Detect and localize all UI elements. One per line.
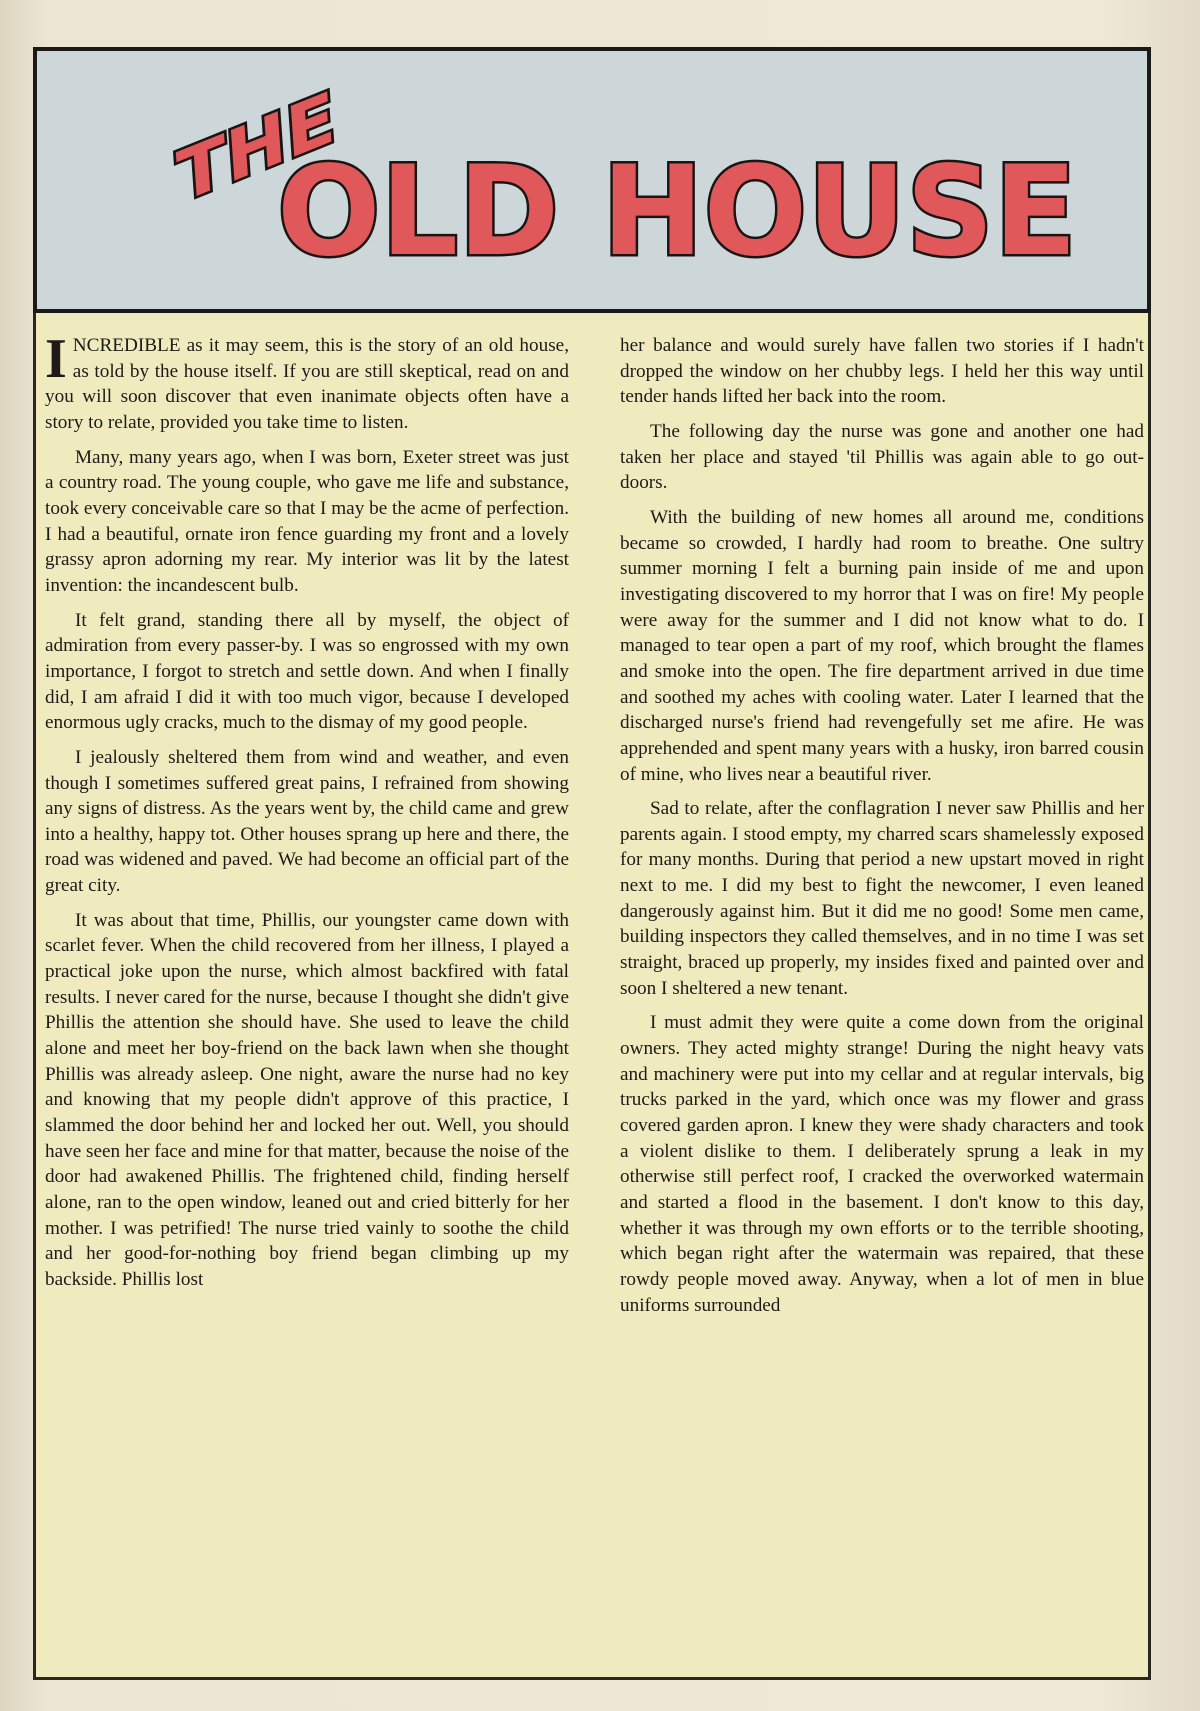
story-paragraph-9: I must admit they were quite a come down from the original owners. They acted mighty strange! During the night heavy vats and machinery were put into my cellar and at regular intervals, big trucks parked in the yard, which once was my flower and grass covered garden apron. I knew they were shady characters and took a violent dislike to them. I deliberately sprung a leak in my otherwise still perfect roof, I cracked the overworked watermain and started a flood in the basement. I don't know to this day, whether it was through my own efforts or to the terrible shooting, which began right after the watermain was repaired, that these rowdy people moved away. Anyway, when a lot of men in blue uniforms surrounded bbox=[620, 1012, 1144, 1316]
story-paragraph-1: INCREDIBLE as it may seem, this is the story of an old house, as told by the house itself. If you are still skeptical, read on and you will soon discover that even inanimate objects often have a story to relate, provided you take time to listen. bbox=[45, 328, 569, 433]
story-paragraph-6: The following day the nurse was gone and another one had taken her place and stayed 'til Phillis was again able to go out-doors. bbox=[620, 420, 1144, 494]
story-paragraph-7: With the building of new homes all around me, conditions became so crowded, I hardly had room to breathe. One sultry summer morning I felt a burning pain inside of me and upon investigating discovered to my horror that I was on fire! My people were away for the summer and I did not know what to do. I managed to tear open a part of my roof, which brought the flames and smoke into the open. The fire department arrived in due time and soothed my aches with cooling water. Later I learned that the discharged nurse's friend had revengefully set me afire. He was apprehended and spent many years with a husky, iron barred cousin of mine, who lives near a beautiful river. bbox=[620, 506, 1144, 785]
story-paragraph-8: Sad to relate, after the conflagration I never saw Phillis and her parents again. I stood empty, my charred scars shamelessly exposed for many months. During that period a new upstart moved in right next to me. I did my best to fight the newcomer, I even leaned dangerously against him. But it did me no good! Some men came, building inspectors they called themselves, and in no time I was set straight, braced up properly, my insides fixed and painted over and soon I sheltered a new tenant. bbox=[620, 798, 1144, 999]
story-column-left bbox=[45, 328, 569, 1302]
story-column-right bbox=[620, 333, 1144, 1327]
title-art bbox=[37, 51, 1147, 313]
title-main: OLD HOUSE bbox=[277, 140, 1077, 284]
story-paragraph-2: Many, many years ago, when I was born, Exeter street was just a country road. The young couple, who gave me life and substance, took every conceivable care so that I may be the acme of perfection. I had a beautiful, ornate iron fence guarding my front and a lovely grassy apron adorning my rear. My interior was lit by the latest invention: the incandescent bulb. bbox=[45, 446, 569, 596]
story-text-box bbox=[33, 313, 1151, 1680]
drop-cap: I bbox=[45, 328, 67, 390]
title-panel bbox=[33, 47, 1151, 313]
story-paragraph-4: I jealously sheltered them from wind and weather, and even though I sometimes suffered great pains, I refrained from showing any signs of distress. As the years went by, the child came and grew into a healthy, happy tot. Other houses sprang up here and there, the road was widened and paved. We had become an official part of the great city. bbox=[45, 746, 569, 897]
story-paragraph-3: It felt grand, standing there all by myself, the object of admiration from every passer-by. I was so engrossed with my own importance, I forgot to stretch and settle down. And when I finally did, I am afraid I did it with too much vigor, because I developed enormous ugly cracks, much to the dismay of my good people. bbox=[45, 609, 569, 734]
story-paragraph-5: It was about that time, Phillis, our youngster came down with scarlet fever. When the child recovered from her illness, I played a practical joke upon the nurse, which almost backfired with fatal results. I never cared for the nurse, because I thought she didn't give Phillis the attention she should have. She used to leave the child alone and meet her boy-friend on the back lawn when she thought Phillis was already asleep. One night, aware the nurse had no key and knowing that my people didn't approve of this practice, I slammed the door behind her and locked her out. Well, you should have seen her face and mine for that matter, because the noise of the door had awakened Phillis. The frightened child, finding herself alone, ran to the open window, leaned out and cried bitterly for her mother. I was petrified! The nurse tried vainly to soothe the child and her good-for-nothing boy friend began climbing up my backside. Phillis lost bbox=[45, 909, 569, 1290]
story-paragraph-5-continued: her balance and would surely have fallen two stories if I hadn't dropped the window on her chubby legs. I held her this way until tender hands lifted her back into the room. bbox=[620, 335, 1144, 408]
title-article: THE bbox=[174, 84, 315, 220]
